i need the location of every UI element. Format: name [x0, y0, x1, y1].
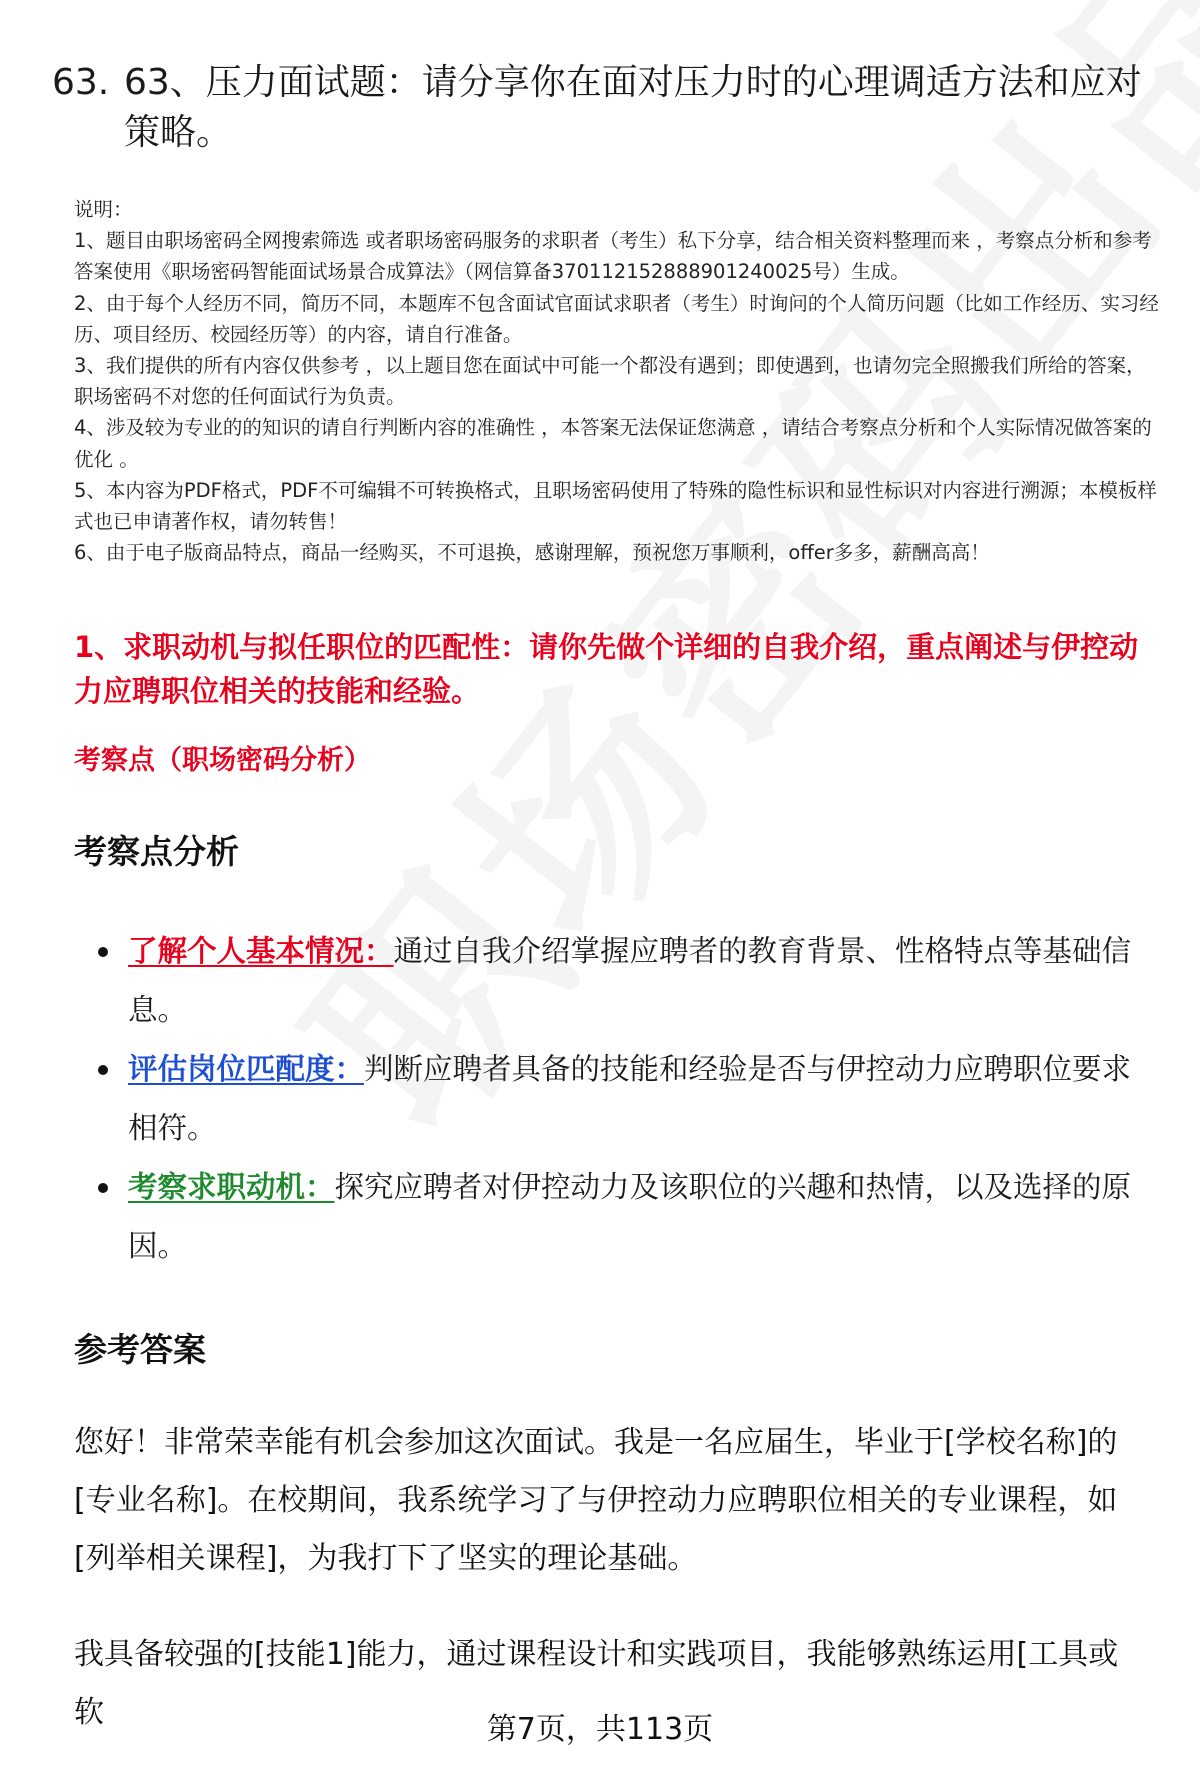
sub-question: 1、求职动机与拟任职位的匹配性：请你先做个详细的自我介绍，重点阐述与伊控动力应聘职位相关的技能和经验。 [74, 630, 1139, 708]
notes-heading: 说明： [74, 198, 133, 221]
question-title [52, 58, 1162, 158]
point-text: 判断应聘者具备的技能和经验是否与伊控动力应聘职位要求相符。 [128, 1052, 1132, 1145]
notes-item: 1、题目由职场密码全网搜索筛选 或者职场密码服务的求职者（考生）私下分享，结合相关资料整理而来 ，考察点分析和参考答案使用《职场密码智能面试场景合成算法》（网信算备370112152888901240025号）生成。 [74, 229, 1152, 284]
bullet-dot [98, 1065, 108, 1075]
question-number: 63. [52, 62, 110, 103]
point-label: 考察求职动机： [128, 1170, 335, 1204]
answer-paragraph: 我具备较强的[技能1]能力，通过课程设计和实践项目，我能够熟练运用[工具或软 [74, 1637, 1119, 1730]
notes-block [74, 194, 1164, 568]
page-footer: 第7页，共113页 [486, 1712, 714, 1747]
bullet-dot [98, 1183, 108, 1193]
list-item [74, 1158, 1144, 1276]
list-item [74, 922, 1144, 1040]
kaochadian-label: 考察点（职场密码分析） [74, 745, 371, 776]
notes-item: 5、本内容为PDF格式，PDF不可编辑不可转换格式，且职场密码使用了特殊的隐性标识和显性标识对内容进行溯源；本模板样式也已申请著作权，请勿转售！ [74, 478, 1157, 534]
point-label: 了解个人基本情况： [128, 934, 394, 968]
question-text: 63、压力面试题：请分享你在面对压力时的心理调适方法和应对策略。 [124, 62, 1142, 153]
answer-paragraph: 您好！非常荣幸能有机会参加这次面试。我是一名应届生，毕业于[学校名称]的[专业名称]。在校期间，我系统学习了与伊控动力应聘职位相关的专业课程，如[列举相关课程]，为我打下了坚实的理论基础。 [74, 1425, 1118, 1576]
bullet-dot [98, 947, 108, 957]
notes-item: 4、涉及较为专业的的知识的请自行判断内容的准确性 ，本答案无法保证您满意 ，请结合考察点分析和个人实际情况做答案的优化 。 [74, 416, 1152, 471]
notes-item: 3、我们提供的所有内容仅供参考 ，以上题目您在面试中可能一个都没有遇到；即使遇到，也请勿完全照搬我们所给的答案，职场密码不对您的任何面试行为负责。 [74, 354, 1146, 409]
notes-item: 2、由于每个人经历不同，简历不同，本题库不包含面试官面试求职者（考生）时询问的个人简历问题（比如工作经历、实习经历、项目经历、校园经历等）的内容，请自行准备。 [74, 291, 1159, 346]
analysis-heading: 考察点分析 [74, 832, 239, 871]
list-item [74, 1040, 1144, 1158]
notes-item: 6、由于电子版商品特点，商品一经购买，不可退换，感谢理解，预祝您万事顺利，offer多多，薪酬高高！ [74, 541, 990, 565]
point-label: 评估岗位匹配度： [128, 1052, 365, 1086]
point-text: 探究应聘者对伊控动力及该职位的兴趣和热情，以及选择的原因。 [128, 1170, 1132, 1263]
answer-heading: 参考答案 [74, 1330, 206, 1369]
analysis-list [74, 922, 1144, 1276]
point-text: 通过自我介绍掌握应聘者的教育背景、性格特点等基础信息。 [128, 934, 1132, 1027]
